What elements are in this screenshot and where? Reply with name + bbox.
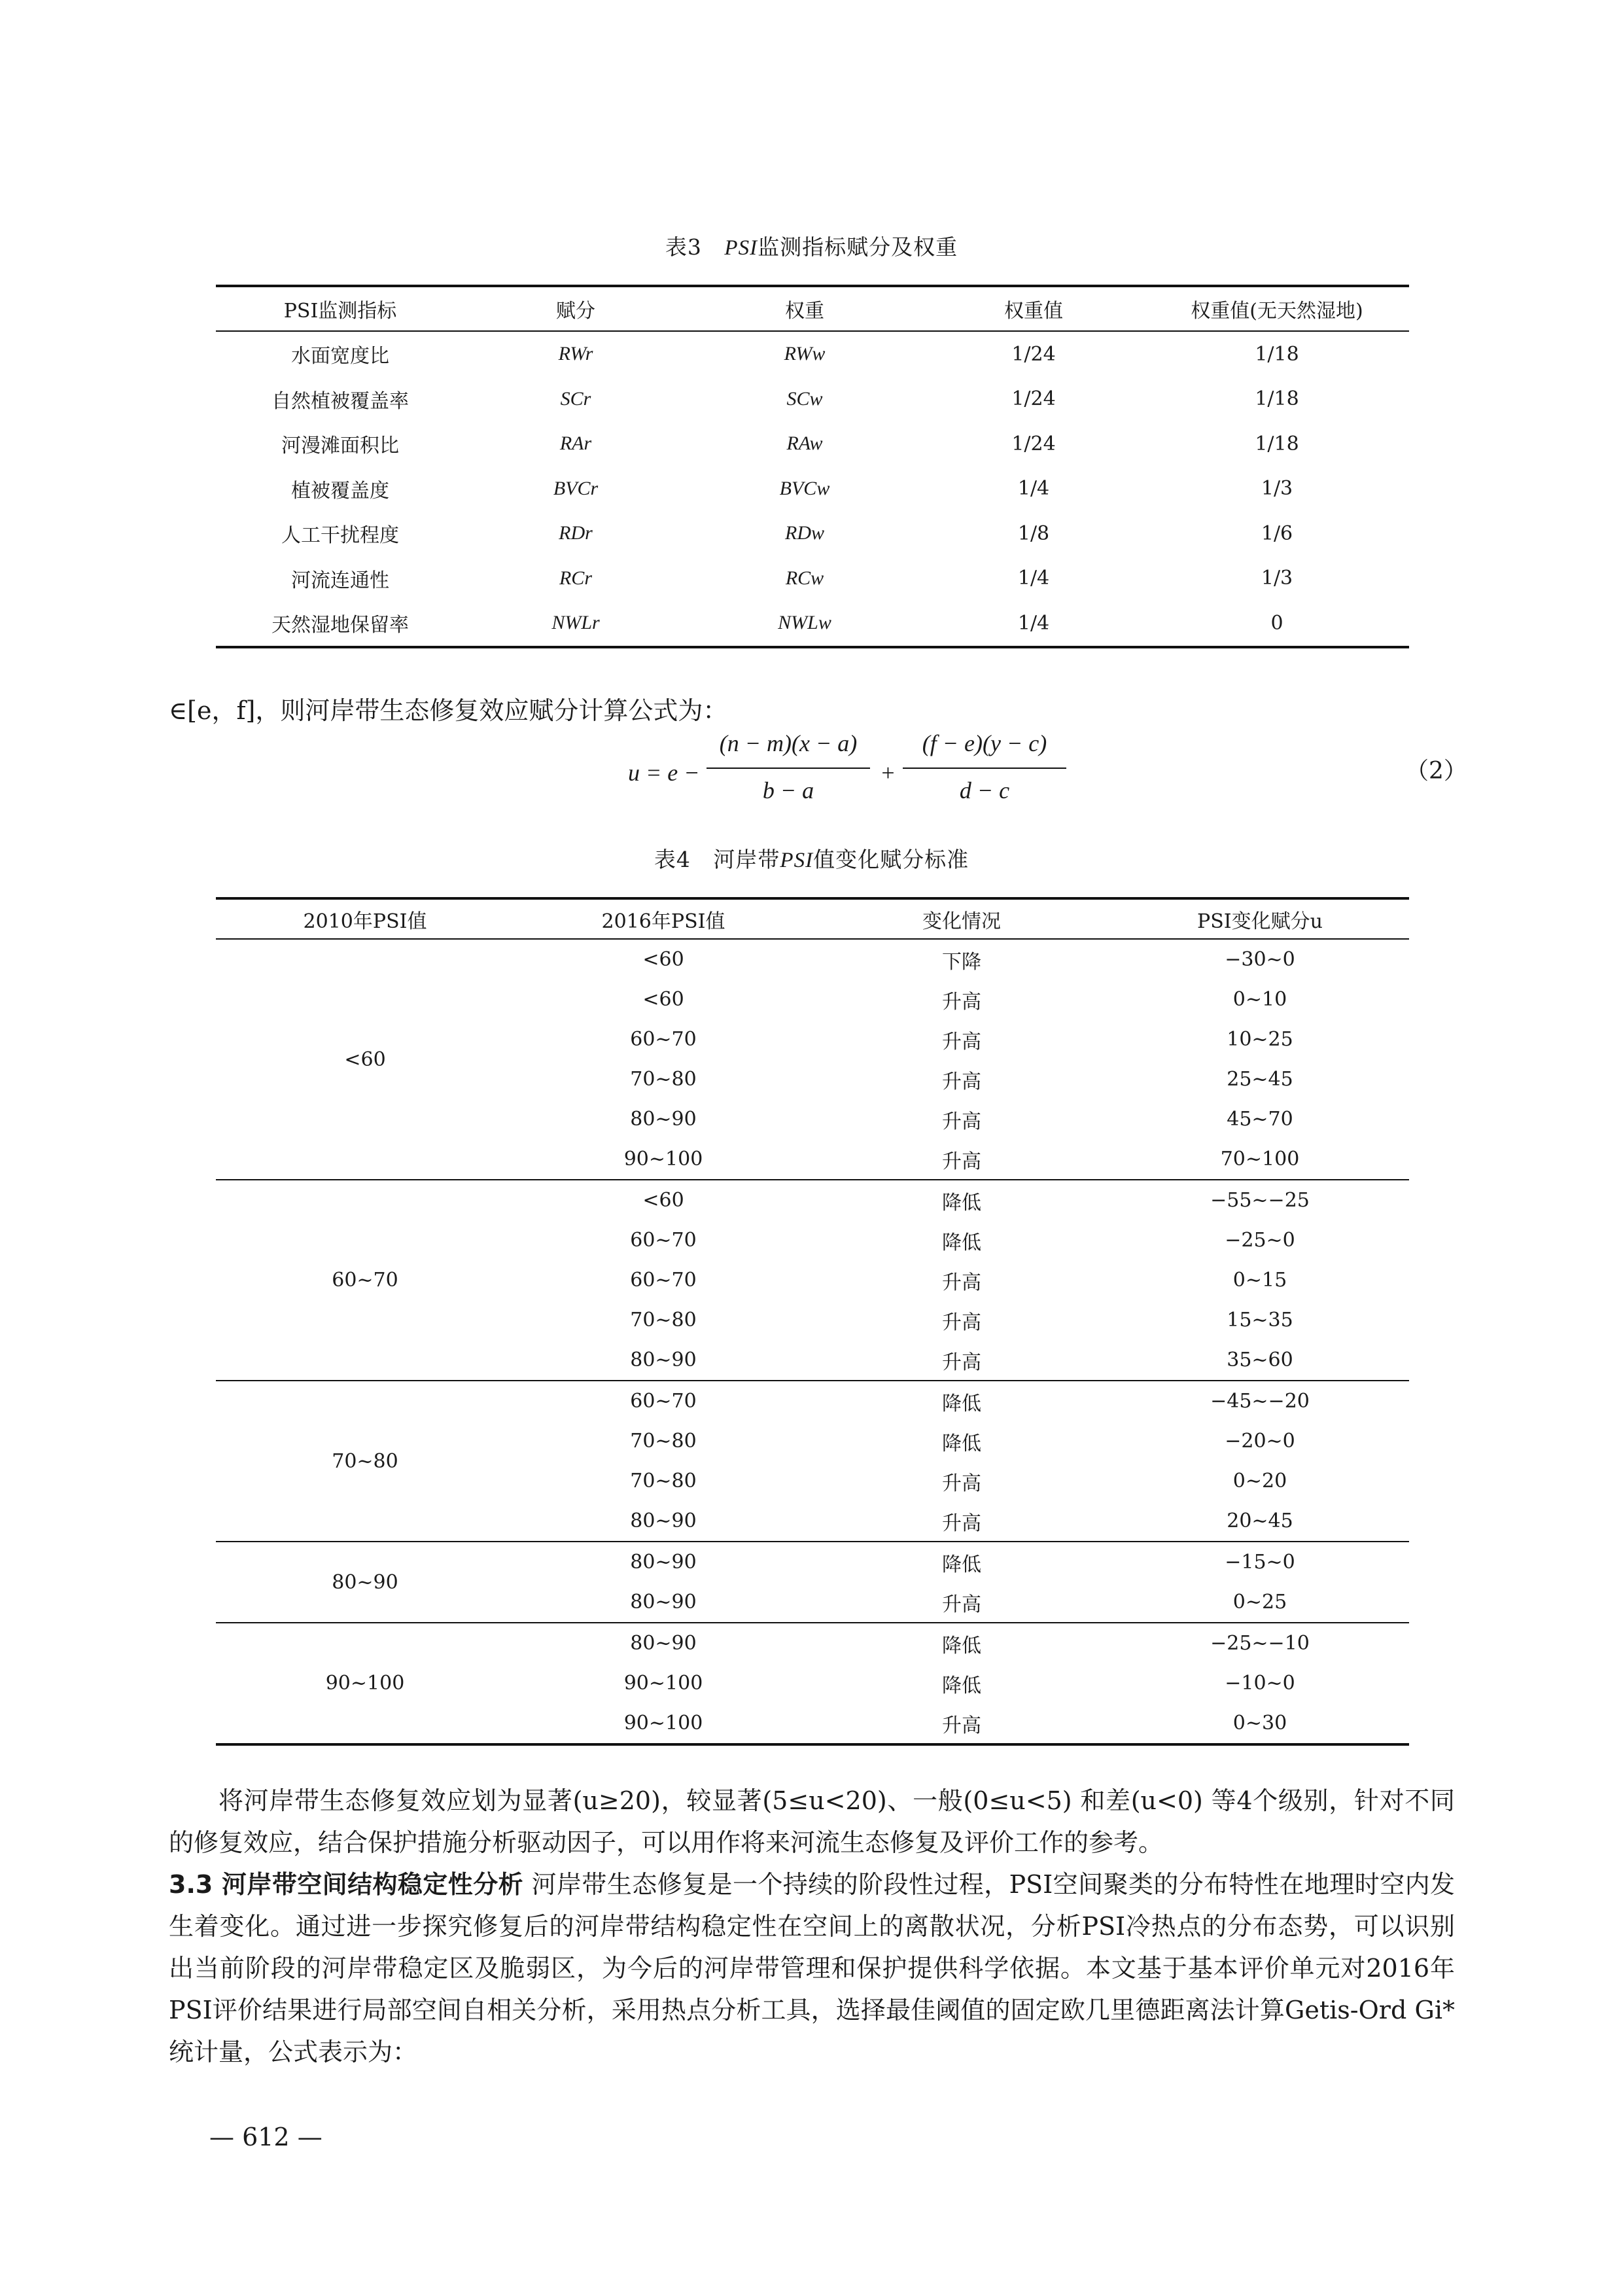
table4-cell: 70~80 bbox=[630, 1309, 697, 1332]
table4-cell: 升高 bbox=[942, 1110, 981, 1133]
table3-cell: 自然植被覆盖率 bbox=[271, 389, 409, 413]
table4-cell: 90~100 bbox=[623, 1148, 703, 1171]
table4-cell: −15~0 bbox=[1111, 1542, 1409, 1582]
table3-header: 权重值(无天然湿地) bbox=[1145, 286, 1409, 331]
table4-cell: 升高 bbox=[942, 1351, 981, 1374]
table3-cell: RCw bbox=[785, 567, 824, 589]
table4-cell: 70~100 bbox=[1220, 1148, 1300, 1171]
table4-cell: 60~70 bbox=[630, 1028, 697, 1051]
table4-row bbox=[216, 1180, 1409, 1220]
table4-header: 2016年PSI值 bbox=[514, 898, 812, 939]
table3-cell: 1/24 bbox=[1011, 387, 1056, 411]
section-body: 河岸带生态修复是一个持续的阶段性过程，PSI空间聚类的分布特性在地理时空内发生着变化。通过进一步探究修复后的河岸带结构稳定性在空间上的离散状况，分析PSI冷热点的分布态势，可以识别出当前阶段的河岸带稳定区及脆弱区，为今后的河岸带管理和保护提供科学依据。本文基于基本评价单元对2016年PSI评价结果进行局部空间自相关分析，采用热点分析工具，选择最佳阈值的固定欧几里德距离法计算Getis-Ord Gi*统计量，公式表示为： bbox=[169, 1870, 1455, 2066]
table3-row bbox=[216, 331, 1409, 377]
table4-cell: 25~45 bbox=[1227, 1068, 1293, 1091]
table3-cell: 人工干扰程度 bbox=[281, 524, 399, 548]
table3-row bbox=[216, 467, 1409, 512]
table4-cell: 0~10 bbox=[1232, 988, 1287, 1011]
table3-cell: NWLw bbox=[778, 612, 831, 634]
formula-plus: + bbox=[880, 760, 896, 786]
table3-row bbox=[216, 601, 1409, 647]
table4-cell: 15~35 bbox=[1227, 1309, 1293, 1332]
table4-cell: 45~70 bbox=[1227, 1108, 1293, 1131]
table4-cell: <60 bbox=[642, 988, 684, 1011]
table3-row bbox=[216, 421, 1409, 467]
table3-cell: RWr bbox=[558, 343, 593, 365]
table3-cell: RAr bbox=[559, 433, 592, 455]
fraction-bar-2 bbox=[903, 768, 1066, 769]
table4-cell: 90~100 bbox=[623, 1712, 703, 1735]
table4-cell: 80~90 bbox=[514, 1623, 812, 1663]
table4-cell: 降低 bbox=[942, 1432, 981, 1455]
table3-header: 权重 bbox=[687, 286, 922, 331]
table3-cell: BVCw bbox=[779, 477, 830, 499]
table4-row bbox=[216, 1623, 1409, 1663]
table4-cell: −25~−10 bbox=[1111, 1623, 1409, 1663]
table4-cell: 升高 bbox=[942, 1070, 981, 1093]
table4-cell: 35~60 bbox=[1227, 1349, 1293, 1371]
table3-cell: 植被覆盖度 bbox=[291, 479, 389, 503]
page-number: — 612 — bbox=[209, 2123, 323, 2151]
table4-caption bbox=[0, 843, 1623, 874]
table3-cell: SCw bbox=[786, 387, 823, 410]
table3-cell: RAw bbox=[786, 433, 823, 455]
table4-caption-em: PSI bbox=[780, 849, 814, 872]
table4-group-label: 80~90 bbox=[216, 1542, 514, 1623]
table4-cell: −45~−20 bbox=[1111, 1381, 1409, 1421]
table4-cell: 升高 bbox=[942, 1271, 981, 1294]
section-heading: 3.3 河岸带空间结构稳定性分析 bbox=[169, 1870, 524, 1899]
table3-header: 赋分 bbox=[464, 286, 687, 331]
table4-header-row bbox=[216, 898, 1409, 939]
table4-cell: 升高 bbox=[942, 1714, 981, 1737]
table4-cell: 70~80 bbox=[630, 1470, 697, 1492]
table4-cell: 升高 bbox=[942, 1472, 981, 1495]
table3-cell: 1/6 bbox=[1261, 521, 1293, 545]
table4-cell: 10~25 bbox=[1227, 1028, 1293, 1051]
table3-caption-prefix: 表3 bbox=[665, 234, 702, 260]
table4-cell: 20~45 bbox=[1227, 1510, 1293, 1532]
table3-caption-rest: 监测指标赋分及权重 bbox=[758, 234, 958, 260]
table4-cell: 60~70 bbox=[630, 1229, 697, 1252]
table4-cell: 60~70 bbox=[630, 1269, 697, 1292]
table4-group-label: 60~70 bbox=[216, 1180, 514, 1381]
table4-cell: 升高 bbox=[942, 1150, 981, 1173]
table4-cell: 80~90 bbox=[514, 1542, 812, 1582]
table4-cell: 0~20 bbox=[1232, 1470, 1287, 1492]
table3-cell: 1/18 bbox=[1255, 432, 1299, 455]
table3-cell: 1/18 bbox=[1255, 342, 1299, 366]
section-3-3 bbox=[169, 1863, 1455, 2073]
paragraph-significance-levels: 将河岸带生态修复效应划为显著(u≥20)，较显著(5≤u<20)、一般(0≤u<5) 和差(u<0) 等4个级别，针对不同的修复效应，结合保护措施分析驱动因子，可以用作将来河流生态修复及评价工作的参考。 bbox=[169, 1786, 1455, 1857]
table3-cell: 1/24 bbox=[1011, 432, 1056, 455]
table3-cell: 1/4 bbox=[1017, 611, 1050, 635]
table3-cell: 河流连通性 bbox=[291, 569, 389, 592]
table4-cell: 下降 bbox=[942, 950, 981, 974]
table3-cell: 1/18 bbox=[1255, 387, 1299, 411]
table4-header: PSI变化赋分u bbox=[1111, 898, 1409, 939]
formula-denominator-2: d − c bbox=[959, 777, 1010, 804]
table4-cell: −20~0 bbox=[1225, 1430, 1295, 1453]
table4-group-label: <60 bbox=[344, 1048, 386, 1071]
table3-cell: 1/3 bbox=[1261, 477, 1293, 501]
table4-cell: 70~80 bbox=[630, 1068, 697, 1091]
table3-cell: NWLr bbox=[551, 612, 600, 634]
table3 bbox=[216, 285, 1409, 648]
table4-cell: 降低 bbox=[942, 1231, 981, 1254]
table4-cell: 升高 bbox=[942, 1511, 981, 1535]
table4-cell: 60~70 bbox=[514, 1381, 812, 1421]
table4-cell: 80~90 bbox=[630, 1349, 697, 1371]
table3-header-row bbox=[216, 286, 1409, 331]
table3-cell: 1/8 bbox=[1017, 521, 1050, 545]
formula-denominator-1: b − a bbox=[762, 777, 814, 804]
table3-cell: 1/24 bbox=[1011, 342, 1056, 366]
table4-cell: 0~30 bbox=[1232, 1712, 1287, 1735]
formula-lhs: u = e − bbox=[628, 760, 700, 786]
table4-caption-prefix: 表4 bbox=[654, 847, 691, 872]
lead-in-text: ∈[e，f]，则河岸带生态修复效应赋分计算公式为： bbox=[169, 696, 728, 725]
formula-numerator-1: (n − m)(x − a) bbox=[719, 730, 858, 756]
table4-cell: 0~15 bbox=[1232, 1269, 1287, 1292]
table4-cell: 0~25 bbox=[1232, 1591, 1287, 1614]
table3-header: PSI监测指标 bbox=[216, 286, 464, 331]
table3-row bbox=[216, 556, 1409, 601]
body-text bbox=[169, 1780, 1455, 2073]
table4-cell: −10~0 bbox=[1225, 1672, 1295, 1695]
table4-cell: 降低 bbox=[942, 1674, 981, 1697]
table4-caption-mid: 河岸带 bbox=[713, 847, 780, 872]
table4-group-label: 90~100 bbox=[216, 1623, 514, 1744]
table4-caption-rest: 值变化赋分标准 bbox=[813, 847, 969, 872]
table3-cell: 天然湿地保留率 bbox=[271, 614, 409, 637]
equation-number: （2） bbox=[1405, 758, 1467, 785]
table4-cell: 80~90 bbox=[630, 1591, 697, 1614]
formula bbox=[628, 730, 1073, 815]
table3-cell: RDw bbox=[785, 522, 824, 544]
table3-cell: 河漫滩面积比 bbox=[281, 434, 399, 458]
table3-caption bbox=[0, 230, 1623, 261]
table4 bbox=[216, 897, 1409, 1746]
table3-cell: 水面宽度比 bbox=[291, 345, 389, 368]
table4-cell: <60 bbox=[514, 1180, 812, 1220]
table3-row bbox=[216, 377, 1409, 422]
table3-row bbox=[216, 511, 1409, 556]
table4-cell: 80~90 bbox=[630, 1510, 697, 1532]
table3-cell: RDr bbox=[559, 522, 593, 544]
table4-cell: −30~0 bbox=[1225, 948, 1295, 971]
fraction-bar-1 bbox=[707, 768, 870, 769]
table4-header: 变化情况 bbox=[812, 898, 1111, 939]
table4-cell: −25~0 bbox=[1225, 1229, 1295, 1252]
table3-cell: 1/3 bbox=[1261, 567, 1293, 590]
table3-header: 权重值 bbox=[922, 286, 1145, 331]
formula-numerator-2: (f − e)(y − c) bbox=[922, 730, 1047, 756]
table4-cell: 80~90 bbox=[630, 1108, 697, 1131]
table4-cell: 降低 bbox=[812, 1381, 1111, 1421]
table3-cell: RWw bbox=[784, 343, 826, 365]
table4-cell: 升高 bbox=[942, 1311, 981, 1334]
table4-header: 2010年PSI值 bbox=[216, 898, 514, 939]
table4-group-label: 70~80 bbox=[216, 1381, 514, 1542]
table4-cell: −55~−25 bbox=[1111, 1180, 1409, 1220]
table3-cell: 1/4 bbox=[1017, 567, 1050, 590]
table3-cell: 1/4 bbox=[1017, 477, 1050, 501]
table4-row bbox=[216, 1542, 1409, 1582]
table3-cell: RCr bbox=[559, 567, 592, 589]
table4-cell: <60 bbox=[642, 948, 684, 971]
table3-cell: SCr bbox=[560, 387, 591, 410]
table4-cell: 90~100 bbox=[623, 1672, 703, 1695]
table4-cell: 升高 bbox=[942, 990, 981, 1014]
table4-cell: 降低 bbox=[812, 1180, 1111, 1220]
table3-cell: 0 bbox=[1270, 611, 1283, 635]
table4-cell: 升高 bbox=[942, 1030, 981, 1053]
table3-caption-em: PSI bbox=[724, 236, 758, 260]
table4-row bbox=[216, 939, 1409, 980]
table4-cell: 升高 bbox=[942, 1593, 981, 1616]
table3-cell: BVCr bbox=[553, 477, 599, 499]
table4-row bbox=[216, 1381, 1409, 1421]
table4-cell: 70~80 bbox=[630, 1430, 697, 1453]
table4-cell: 降低 bbox=[812, 1542, 1111, 1582]
table4-cell: 降低 bbox=[812, 1623, 1111, 1663]
